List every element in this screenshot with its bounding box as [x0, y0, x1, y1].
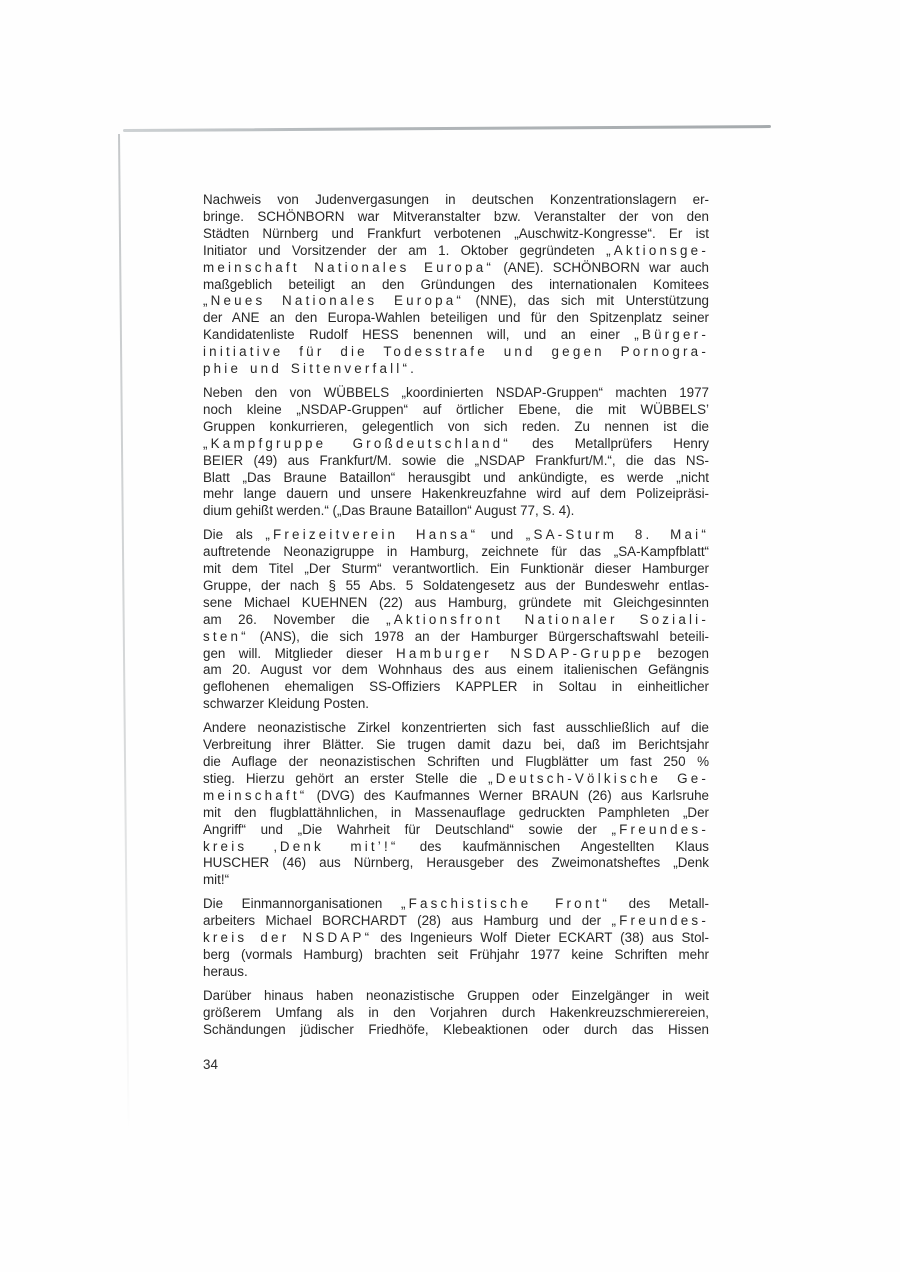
- text-line: [203, 470, 709, 487]
- text-line: [203, 788, 709, 805]
- text-segment: arbeiters Michael BORCHARDT (28) aus Hamburg und der: [203, 913, 612, 929]
- letterspaced-text: „Kampfgruppe Großdeutschland“: [203, 435, 511, 451]
- text-line: [203, 402, 709, 419]
- text-line: [203, 344, 709, 361]
- text-line: [203, 260, 709, 277]
- text-segment: am 20. August vor dem Wohnhaus des aus einem italienischen Gefängnis: [203, 662, 709, 678]
- text-segment: der ANE an den Europa-Wahlen beteiligen und für den Spitzenplatz seiner: [203, 310, 709, 326]
- text-line: [203, 1022, 709, 1039]
- text-line: [203, 209, 709, 226]
- text-line: [203, 872, 709, 889]
- text-segment: gen will. Mitglieder dieser: [203, 645, 397, 661]
- text-segment: mit!“: [203, 872, 230, 888]
- text-segment: Andere neonazistische Zirkel konzentrierten sich fast ausschließlich auf die: [203, 720, 709, 736]
- text-line: [203, 578, 709, 595]
- text-line: [203, 612, 709, 629]
- text-line: [203, 327, 709, 344]
- letterspaced-text: „Deutsch-Völkische Ge-: [488, 770, 709, 786]
- paragraph: [203, 192, 709, 378]
- paragraph: [203, 896, 709, 981]
- text-segment: Nachweis von Judenvergasungen in deutschen Konzentrationslagern er-: [203, 192, 709, 207]
- text-segment: die Auflage der neonazistischen Schriften und Flugblätter um fast 250 %: [203, 754, 709, 769]
- text-segment: (ANS), die sich 1978 an der Hamburger Bürgerschaftswahl beteili-: [248, 628, 709, 644]
- page-top-edge: [123, 125, 771, 132]
- text-line: [203, 988, 709, 1005]
- text-line: [203, 561, 709, 578]
- letterspaced-text: kreis ‚Denk mit’!“: [203, 838, 399, 854]
- text-segment: Verbreitung ihrer Blätter. Sie trugen damit dazu bei, daß im Berichtsjahr: [203, 737, 709, 753]
- text-segment: (NNE), das sich mit Unterstützung: [464, 293, 709, 309]
- text-segment: geflohenen ehemaligen SS-Offiziers KAPPLER in Soltau in einheitlicher: [203, 679, 709, 695]
- text-segment: Gruppe, der nach § 55 Abs. 5 Soldatengesetz aus der Bundeswehr entlas-: [203, 577, 709, 593]
- text-segment: bringe. SCHÖNBORN war Mitveranstalter bzw. Veranstalter der von den: [203, 208, 709, 224]
- text-line: [203, 720, 709, 737]
- letterspaced-text: „Aktionsfront Nationaler Soziali-: [386, 611, 709, 627]
- text-line: [203, 1005, 709, 1022]
- text-line: [203, 964, 709, 981]
- text-line: [203, 527, 709, 544]
- text-segment: des Metallprüfers Henry: [510, 435, 709, 451]
- text-line: [203, 486, 709, 503]
- text-line: [203, 737, 709, 754]
- paragraph: [203, 385, 709, 520]
- text-line: [203, 243, 709, 260]
- text-line: [203, 839, 709, 856]
- text-line: [203, 822, 709, 839]
- letterspaced-text: „Aktionsge-: [606, 242, 709, 258]
- text-segment: maßgeblich beteiligt an den Gründungen des internationalen Komitees: [203, 276, 709, 292]
- paragraph: [203, 527, 709, 713]
- letterspaced-text: „Neues Nationales Europa“: [203, 293, 465, 309]
- text-segment: Schändungen jüdischer Friedhöfe, Klebeaktionen oder durch das Hissen: [203, 1021, 709, 1037]
- text-segment: größerem Umfang als in den Vorjahren durch Hakenkreuzschmierereien,: [203, 1004, 709, 1020]
- text-segment: noch kleine „NSDAP-Gruppen“ auf örtlicher Ebene, die mit WÜBBELS’: [203, 401, 709, 417]
- text-line: [203, 771, 709, 788]
- text-segment: bezogen: [644, 645, 710, 661]
- text-line: [203, 226, 709, 243]
- text-line: [203, 754, 709, 771]
- text-segment: HUSCHER (46) aus Nürnberg, Herausgeber des Zweimonatsheftes „Denk: [203, 855, 709, 871]
- text-line: [203, 679, 709, 696]
- text-segment: Städten Nürnberg und Frankfurt verbotenen „Auschwitz-Kongresse“. Er ist: [203, 225, 709, 241]
- text-line: [203, 385, 709, 402]
- text-segment: am 26. November die: [203, 611, 387, 627]
- text-line: [203, 913, 709, 930]
- letterspaced-text: Hamburger NSDAP-Gruppe: [396, 645, 645, 661]
- text-segment: Initiator und Vorsitzender der am 1. Oktober gegründeten: [203, 242, 607, 258]
- page-number: 34: [203, 1057, 218, 1072]
- letterspaced-text: „Bürger-: [634, 327, 709, 343]
- text-line: [203, 277, 709, 294]
- text-line: [203, 293, 709, 310]
- text-segment: des Ingenieurs Wolf Dieter ECKART (38) aus Stol-: [372, 930, 709, 946]
- text-segment: dium gehißt werden.“ („Das Braune Bataillon“ August 77, S. 4).: [203, 503, 575, 519]
- text-line: [203, 544, 709, 561]
- letterspaced-text: kreis der NSDAP“: [203, 930, 373, 946]
- text-line: [203, 696, 709, 713]
- text-segment: sene Michael KUEHNEN (22) aus Hamburg, gründete mit Gleichgesinnten: [203, 594, 709, 610]
- page-left-edge: [118, 134, 130, 1134]
- text-segment: und: [478, 527, 526, 543]
- text-line: [203, 503, 709, 520]
- text-line: [203, 930, 709, 947]
- text-line: [203, 192, 709, 209]
- text-segment: Die als: [203, 527, 266, 543]
- letterspaced-text: sten“: [203, 628, 249, 644]
- text-segment: Neben den von WÜBBELS „koordinierten NSDAP-Gruppen“ machten 1977: [203, 384, 709, 400]
- text-segment: mit den flugblattähnlichen, in Massenauflage gedruckten Pamphleten „Der: [203, 804, 709, 820]
- text-segment: BEIER (49) aus Frankfurt/M. sowie die „NSDAP Frankfurt/M.“, die das NS-: [203, 452, 709, 468]
- text-line: [203, 662, 709, 679]
- text-line: [203, 419, 709, 436]
- text-segment: stieg. Hierzu gehört an erster Stelle die: [203, 770, 489, 786]
- text-line: [203, 947, 709, 964]
- letterspaced-text: meinschaft“: [203, 787, 308, 803]
- text-line: [203, 805, 709, 822]
- text-line: [203, 896, 709, 913]
- text-line: [203, 629, 709, 646]
- text-segment: des kaufmännischen Angestellten Klaus: [398, 838, 709, 854]
- text-line: [203, 436, 709, 453]
- text-segment: Gruppen konkurrieren, gelegentlich von sich reden. Zu nennen ist die: [203, 418, 709, 434]
- letterspaced-text: phie und Sittenverfall“.: [203, 361, 418, 377]
- letterspaced-text: meinschaft Nationales Europa“: [203, 259, 495, 275]
- text-line: [203, 310, 709, 327]
- letterspaced-text: „Freundes-: [611, 913, 709, 929]
- text-segment: Blatt „Das Braune Bataillon“ herausgibt und ankündigte, es werde „nicht: [203, 469, 709, 485]
- text-segment: Darüber hinaus haben neonazistische Gruppen oder Einzelgänger in weit: [203, 987, 709, 1003]
- letterspaced-text: „SA-Sturm 8. Mai“: [525, 527, 709, 543]
- letterspaced-text: „Freizeitverein Hansa“: [265, 527, 479, 543]
- text-segment: Die Einmannorganisationen: [203, 896, 401, 912]
- text-line: [203, 646, 709, 663]
- text-segment: des Metall-: [610, 896, 709, 912]
- text-segment: (DVG) des Kaufmannes Werner BRAUN (26) aus Karlsruhe: [307, 787, 709, 803]
- text-segment: berg (vormals Hamburg) brachten seit Frühjahr 1977 keine Schriften mehr: [203, 946, 709, 962]
- text-segment: auftretende Neonazigruppe in Hamburg, zeichnete für das „SA-Kampfblatt“: [203, 544, 709, 560]
- text-segment: (ANE). SCHÖNBORN war auch: [494, 259, 709, 275]
- text-line: [203, 361, 709, 378]
- letterspaced-text: „Freundes-: [611, 821, 709, 837]
- text-segment: heraus.: [203, 963, 248, 979]
- text-segment: Kandidatenliste Rudolf HESS benennen will, und an einer: [203, 327, 635, 343]
- text-segment: Angriff“ und „Die Wahrheit für Deutschland“ sowie der: [203, 821, 612, 837]
- text-segment: mehr lange dauern und unsere Hakenkreuzfahne wird auf dem Polizeipräsi-: [203, 486, 709, 502]
- paragraph: [203, 720, 709, 889]
- text-segment: schwarzer Kleidung Posten.: [203, 696, 369, 712]
- page-text: [203, 192, 709, 1046]
- text-line: [203, 595, 709, 612]
- text-line: [203, 453, 709, 470]
- letterspaced-text: „Faschistische Front“: [400, 896, 611, 912]
- text-segment: mit dem Titel „Der Sturm“ verantwortlich. Ein Funktionär dieser Hamburger: [203, 561, 709, 577]
- paragraph: [203, 988, 709, 1039]
- letterspaced-text: initiative für die Todesstrafe und gegen Pornogra-: [203, 344, 709, 360]
- text-line: [203, 855, 709, 872]
